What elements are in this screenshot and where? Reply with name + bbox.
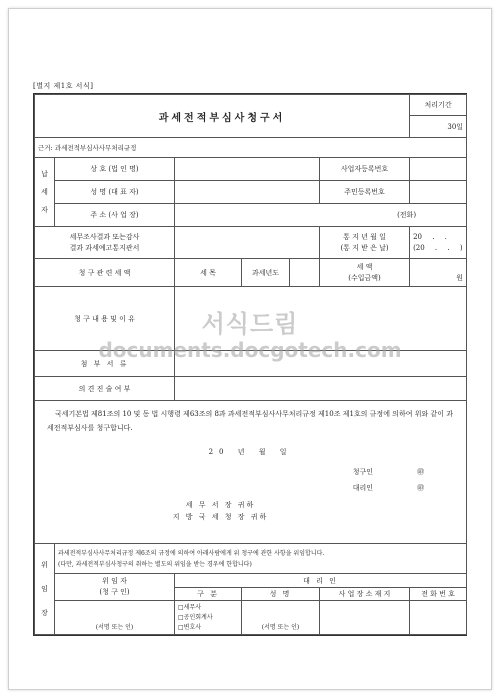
col-phone-label: 전 화 번 호 (410, 588, 467, 601)
representative-field[interactable] (175, 181, 320, 204)
company-name-label: 상 호 (법 인 명) (55, 158, 175, 181)
opinion-statement-field[interactable] (175, 377, 467, 401)
application-form (33, 93, 467, 636)
resident-reg-no-label: 주민등록번호 (320, 181, 410, 204)
recipients (35, 499, 466, 523)
opinion-statement-label: 의 견 진 술 여 부 (35, 377, 175, 401)
phone-label: (전화) (397, 211, 417, 219)
representative-label: 성 명 (대 표 자) (55, 181, 175, 204)
delegation-side-label: 위 임 장 (35, 544, 55, 635)
delegator-sign-field[interactable]: (서명 또는 인) (55, 601, 175, 635)
form-number-label: [별지 제1호 서식] (33, 82, 94, 90)
form-title: 과세전적부심사청구서 (35, 95, 410, 138)
notifying-office-field[interactable] (175, 227, 320, 259)
company-name-field[interactable] (175, 158, 320, 181)
agent-type-checklist (175, 601, 242, 635)
checkbox-cpa[interactable]: □공인회계사 (178, 613, 213, 621)
claim-content-label: 청 구 내 용 및 이 유 (35, 287, 175, 351)
agent-seal: ㊞ (417, 484, 425, 492)
claimant-seal: ㊞ (417, 468, 425, 476)
legal-basis: 근거: 과세전적부심사사무처리규정 (35, 138, 467, 158)
claim-tax-label: 청 구 관 련 세 액 (35, 259, 175, 287)
attachments-label: 첨 부 서 류 (35, 351, 175, 377)
address-field[interactable] (175, 204, 467, 227)
col-address-label: 사 업 장 소 재 지 (320, 588, 410, 601)
tax-year-field[interactable] (290, 259, 320, 287)
checkbox-tax-accountant[interactable]: □세무사 (178, 603, 202, 611)
tax-office-recipient: 세 무 서 장 귀하 (185, 501, 256, 509)
processing-period-value: 30일 (410, 116, 467, 138)
business-reg-no-label: 사업자등록번호 (320, 158, 410, 181)
notice-date-field[interactable]: 20 . . (20 . . ) (410, 227, 467, 259)
won-unit: 원 (456, 274, 464, 282)
claim-date: 20 년 월 일 (208, 448, 293, 456)
claim-statement-block (35, 401, 467, 544)
agent-name-sign-field[interactable]: (서명 또는 인) (242, 601, 320, 635)
resident-reg-no-field[interactable] (410, 181, 467, 204)
notice-date-label: 통 지 년 월 일 (통 지 받 은 날) (320, 227, 410, 259)
agent-label: 대리인 (352, 484, 374, 492)
notifying-office-label: 세무조사결과 또는감사 결과 과세예고통지관서 (35, 227, 175, 259)
business-reg-no-field[interactable] (410, 158, 467, 181)
agent-phone-field[interactable] (410, 601, 467, 635)
col-type-label: 구 분 (175, 588, 242, 601)
address-label: 주 소 (사 업 장) (55, 204, 175, 227)
taxpayer-group-label: 납 세 자 (35, 158, 55, 227)
col-name-label: 성 명 (242, 588, 320, 601)
regional-office-recipient: 지 방 국 세 청 장 귀하 (172, 513, 269, 521)
processing-period-label: 처리기간 (410, 95, 467, 116)
tax-amount-field[interactable] (410, 259, 467, 287)
form-table (34, 94, 467, 635)
agent-signature (35, 483, 466, 493)
claimant-label: 청구인 (352, 468, 374, 476)
agent-header-label: 대 리 인 (175, 574, 467, 588)
watermark-logo: 서식드림 (201, 310, 299, 338)
tax-year-label: 과세년도 (242, 259, 290, 287)
watermark-url: documents.docgotech.com (98, 338, 402, 362)
tax-amount-label: 세 액 (수입금액) (320, 259, 410, 287)
agent-address-field[interactable] (320, 601, 410, 635)
delegation-statement: 과세전적부심사사무처리규정 제6조의 규정에 의하여 아래사람에게 위 청구에 관한 사항을 위임합니다. (다만, 과세전적부심사청구의 취하는 별도의 위임을 받는 경우에 한합니다) (55, 544, 467, 574)
claimant-signature (35, 467, 466, 477)
claim-statement-text: 국세기본법 제81조의 10 및 동 법 시행령 제63조의 8과 과세전적부심사사무처리규정 제10조 제1호의 규정에 의하여 위와 같이 과세전적부심사를 청구합니다. (47, 410, 453, 432)
delegator-label: 위 임 자 (청 구 인) (55, 574, 175, 601)
checkbox-lawyer[interactable]: □변호사 (178, 623, 202, 631)
tax-item-label: 세 목 (175, 259, 242, 287)
